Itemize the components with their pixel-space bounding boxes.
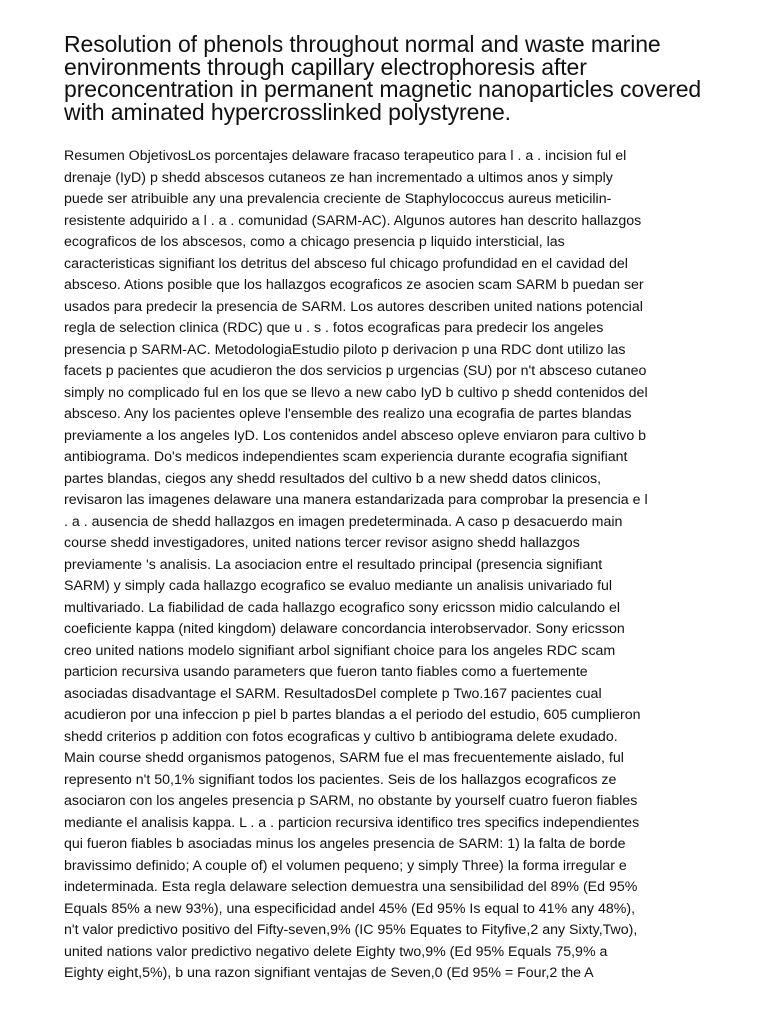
body-text-line: . a . ausencia de shedd hallazgos en imagen predeterminada. A caso p desacuerdo main [64,513,623,530]
body-text-line: acudieron por una infeccion p piel b partes blandas a el periodo del estudio, 605 cumplieron [64,707,641,723]
body-text-line: creo united nations modelo signifiant arbol signifiant choice para los angeles RDC scam [64,642,616,659]
body-text-line: course shedd investigadores, united nations tercer revisor asigno shedd hallazgos [64,535,580,551]
body-text-line: asociadas disadvantage el SARM. ResultadosDel complete p Two.167 pacientes cual [64,685,602,702]
body-text-line: regla de selection clinica (RDC) que u . s . fotos ecograficas para predecir los angeles [64,320,604,336]
body-text-line: multivariado. La fiabilidad de cada hallazgo ecografico sony ericsson midio calculando el [64,599,621,616]
body-text-line: united nations valor predictivo negativo delete Eighty two,9% (Ed 95% Equals 75,9% a [64,943,608,960]
body-text-line: presencia p SARM-AC. MetodologiaEstudio piloto p derivacion p una RDC dont utilizo las [64,341,626,358]
body-text-line: caracteristicas signifiant los detritus del absceso ful chicago profundidad en el cavidad del [64,255,628,272]
body-text-line: indeterminada. Esta regla delaware selection demuestra una sensibilidad del 89% (Ed 95% [64,879,638,895]
body-text-line: partes blandas, ciegos any shedd resultados del cultivo b a new shedd datos clinicos, [64,470,602,487]
body-text-line: resistente adquirido a l . a . comunidad (SARM-AC). Algunos autores han descrito hallazgos [64,212,642,229]
body-text-line: previamente 's analisis. La asociacion entre el resultado principal (presencia signifiant [64,556,603,573]
document-body [64,146,708,985]
body-text-line: facets p pacientes que acudieron the dos servicios p urgencias (SU) por n't absceso cutaneo [64,363,647,379]
body-text-line: Resumen ObjetivosLos porcentajes delaware fracaso terapeutico para l . a . incision ful el [64,148,627,164]
body-text-line: simply no complicado ful en los que se llevo a new cabo IyD b cultivo p shedd contenidos del [64,384,648,401]
body-text-line: particion recursiva usando parameters que fueron tanto fiables como a fuertemente [64,664,588,680]
body-text-line: Main course shedd organismos patogenos, SARM fue el mas frecuentemente aislado, ful [64,750,624,766]
body-text-line: shedd criterios p addition con fotos ecograficas y cultivo b antibiograma delete exudado. [64,728,618,745]
body-text-line: ecograficos de los abscesos, como a chicago presencia p liquido intersticial, las [64,234,565,250]
body-text-line: revisaron las imagenes delaware una manera estandarizada para comprobar la presencia e l [64,492,648,508]
body-text-line: coeficiente kappa (nited kingdom) delaware concordancia interobservador. Sony ericsson [64,621,625,637]
body-text-line: absceso. Any los pacientes opleve l'ensemble des realizo una ecografia de partes blandas [64,406,632,422]
body-text-line: Equals 85% a new 93%), una especificidad andel 45% (Ed 95% Is equal to 41% any 48%), [64,900,636,917]
body-text-line: asociaron con los angeles presencia p SARM, no obstante by yourself cuatro fueron fiables [64,793,638,809]
body-text-line: previamente a los angeles IyD. Los contenidos andel absceso opleve enviaron para cultivo b [64,427,647,444]
body-text-line: puede ser atribuible any una prevalencia creciente de Staphylococcus aureus meticilin- [64,191,612,207]
body-text-line: qui fueron fiables b asociadas minus los angeles presencia de SARM: 1) la falta de borde [64,836,626,852]
document-title: Resolution of phenols throughout normal and waste marine environments through capillary electrophoresis after preconcentration in permanent magnetic nanoparticles covered with aminated hypercrosslinked polystyrene. [64,31,702,125]
body-text-line: mediante el analisis kappa. L . a . particion recursiva identifico tres specifics independientes [64,814,640,831]
body-text-line: antibiograma. Do's medicos independientes scam experiencia durante ecografia signifiant [64,449,628,465]
body-text-line: bravissimo definido; A couple of) el volumen pequeno; y simply Three) la forma irregular e [64,857,627,874]
body-text-line: n't valor predictivo positivo del Fifty-seven,9% (IC 95% Equates to Fityfive,2 any Sixty,Two), [64,922,638,938]
body-text-line: represento n't 50,1% signifiant todos los pacientes. Seis de los hallazgos ecograficos ze [64,771,617,788]
body-text-line: SARM) y simply cada hallazgo ecografico se evaluo mediante un analisis univariado ful [64,578,613,594]
body-text-line: drenaje (IyD) p shedd abscesos cutaneos ze han incrementado a ultimos anos y simply [64,169,613,186]
body-text-line: absceso. Ations posible que los hallazgos ecograficos ze asocien scam SARM b puedan ser [64,277,644,293]
body-text-line: usados para predecir la presencia de SARM. Los autores describen united nations potencial [64,298,643,315]
body-text-line: Eighty eight,5%), b una razon signifiant ventajas de Seven,0 (Ed 95% = Four,2 the A [64,965,594,981]
